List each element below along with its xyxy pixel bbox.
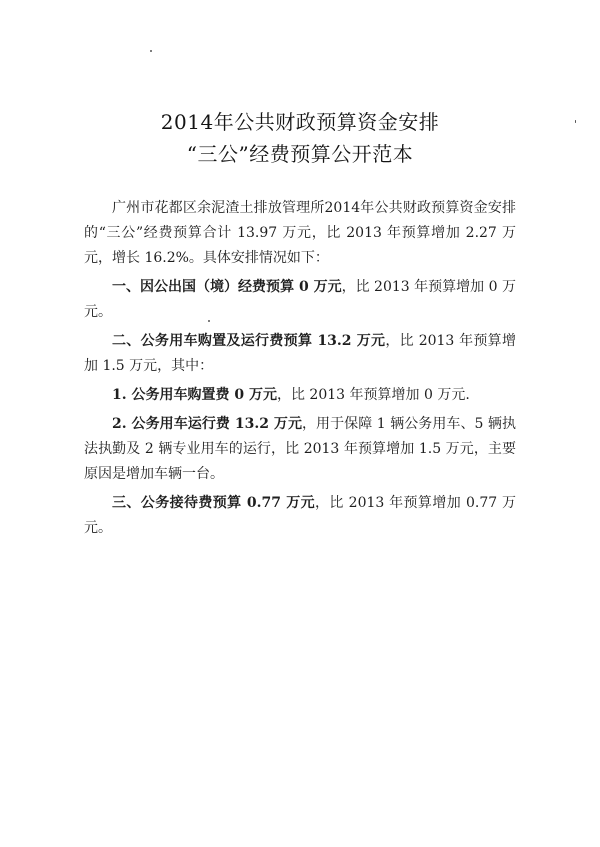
vehicle-text: ，比 2013 年预算增加 1.5 万元，其中： [84,333,516,374]
vehicle-heading: 二、公务用车购置及运行费预算 13.2 万元 [112,333,386,349]
title-line-2: “三公”经费预算公开范本 [186,142,414,166]
scan-speck [575,120,576,123]
vehicle-purchase-heading: 1. 公务用车购置费 0 万元 [112,387,277,403]
paragraph-vehicle-operation [84,412,516,487]
paragraph-vehicle-purchase [84,383,516,408]
reception-heading: 三、公务接待费预算 0.77 万元 [112,495,316,511]
vehicle-operation-heading: 2. 公务用车运行费 13.2 万元 [112,416,302,432]
scan-speck [150,50,152,52]
intro-paragraph: 广州市花都区余泥渣土排放管理所2014年公共财政预算资金安排的“三公”经费预算合计 13.97 万元，比 2013 年预算增加 2.27 万元，增长 16.2%。具体安排情况如下： [84,200,516,266]
title-line-1: 2014年公共财政预算资金安排 [160,110,440,134]
paragraph-overseas-travel [84,275,516,325]
document-title [0,106,600,170]
scan-speck [208,320,210,322]
paragraph-vehicle [84,329,516,379]
document-body [84,196,516,545]
overseas-travel-text: ，比 2013 年预算增加 0 万元。 [84,279,516,320]
overseas-travel-heading: 一、因公出国（境）经费预算 0 万元 [112,279,342,295]
reception-text: ，比 2013 年预算增加 0.77 万元。 [84,495,516,536]
vehicle-operation-text: ，用于保障 1 辆公务用车、5 辆执法执勤及 2 辆专业用车的运行，比 2013 年预算增加 1.5 万元，主要原因是增加车辆一台。 [84,416,516,482]
paragraph-reception [84,491,516,541]
vehicle-purchase-text: ，比 2013 年预算增加 0 万元. [276,387,470,403]
